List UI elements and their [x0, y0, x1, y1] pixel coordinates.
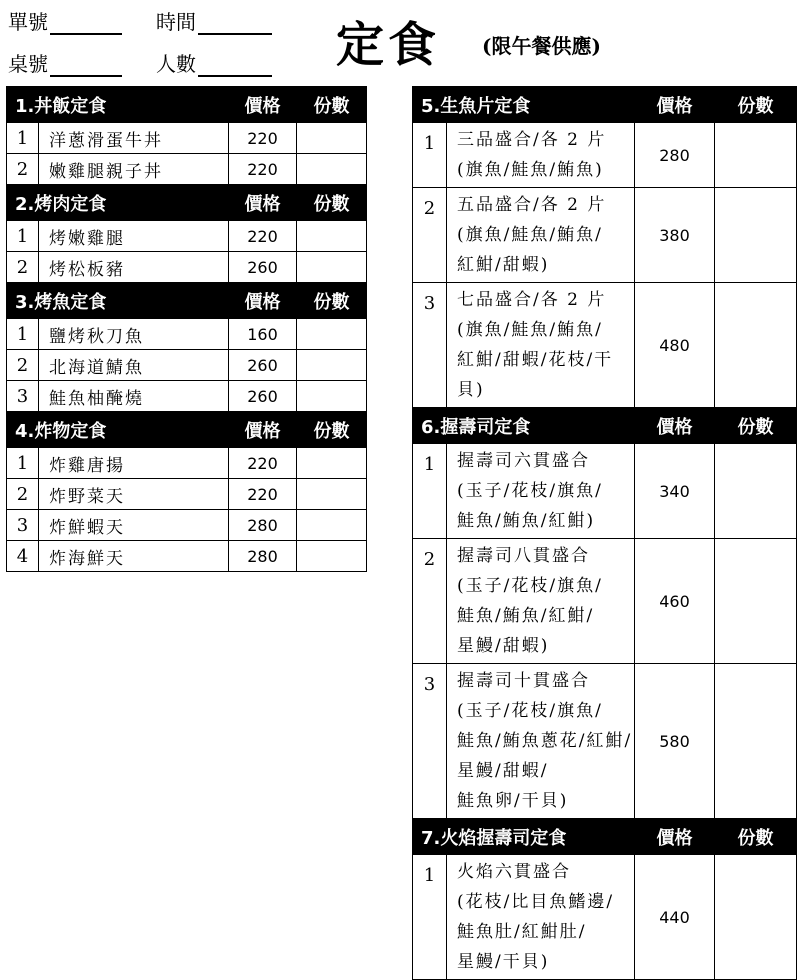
qty-column-header: 份數: [297, 283, 367, 319]
item-name: [447, 444, 635, 539]
menu-item-row: [7, 221, 367, 252]
item-name-line: 鮭魚/鮪魚蔥花/紅魽/: [457, 731, 633, 751]
people-label: 人數: [156, 52, 196, 76]
right-menu-table: [412, 86, 797, 980]
item-name: [447, 539, 635, 664]
price-column-header: 價格: [229, 185, 297, 221]
item-number: 2: [413, 188, 447, 283]
item-name-line: (旗魚/鮭魚/鮪魚/: [457, 320, 603, 340]
item-name-line: 握壽司八貫盛合: [457, 546, 590, 566]
section-title: 1.丼飯定食: [7, 87, 229, 123]
item-price: 220: [229, 448, 297, 479]
item-name: 炸野菜天: [39, 479, 229, 510]
item-qty-cell[interactable]: [715, 283, 797, 408]
people-blank[interactable]: [198, 55, 272, 77]
qty-column-header: 份數: [297, 87, 367, 123]
item-number: 2: [7, 350, 39, 381]
menu-item-row: [7, 252, 367, 283]
item-name-line: 五品盛合/各 2 片: [457, 195, 607, 215]
item-number: 3: [7, 381, 39, 412]
item-name-line: 鮭魚/鮪魚/紅魽/: [457, 606, 595, 626]
menu-item-row: [7, 510, 367, 541]
menu-item-row: [7, 381, 367, 412]
table-no-label: 桌號: [8, 52, 48, 76]
section-header: [7, 185, 367, 221]
qty-column-header: 份數: [715, 408, 797, 444]
item-price: 220: [229, 123, 297, 154]
item-number: 1: [413, 123, 447, 188]
item-price: 480: [635, 283, 715, 408]
item-qty-cell[interactable]: [297, 541, 367, 572]
item-name: [447, 188, 635, 283]
item-price: 220: [229, 154, 297, 185]
item-number: 3: [7, 510, 39, 541]
qty-column-header: 份數: [297, 185, 367, 221]
section-header: [413, 819, 797, 855]
item-qty-cell[interactable]: [297, 479, 367, 510]
table-no-blank[interactable]: [50, 55, 122, 77]
item-name-line: (花枝/比目魚鰭邊/: [457, 892, 615, 912]
item-qty-cell[interactable]: [715, 444, 797, 539]
item-name: 北海道鯖魚: [39, 350, 229, 381]
item-qty-cell[interactable]: [297, 319, 367, 350]
qty-column-header: 份數: [715, 819, 797, 855]
item-number: 1: [7, 448, 39, 479]
item-number: 2: [7, 252, 39, 283]
item-name-line: 紅魽/甜蝦): [457, 255, 550, 275]
price-column-header: 價格: [635, 819, 715, 855]
item-number: 4: [7, 541, 39, 572]
item-name: 嫩雞腿親子丼: [39, 154, 229, 185]
item-qty-cell[interactable]: [297, 252, 367, 283]
item-qty-cell[interactable]: [297, 381, 367, 412]
item-name-line: (旗魚/鮭魚/鮪魚): [457, 160, 604, 180]
item-price: 260: [229, 252, 297, 283]
table-no-field[interactable]: [8, 48, 122, 77]
item-name: [447, 664, 635, 819]
price-column-header: 價格: [229, 283, 297, 319]
item-name-line: 握壽司十貫盛合: [457, 671, 590, 691]
item-qty-cell[interactable]: [715, 123, 797, 188]
item-number: 1: [7, 221, 39, 252]
item-name-line: 握壽司六貫盛合: [457, 451, 590, 471]
item-name: [447, 123, 635, 188]
qty-column-header: 份數: [297, 412, 367, 448]
item-name-line: 星鰻/甜蝦): [457, 636, 550, 656]
item-price: 460: [635, 539, 715, 664]
item-number: 3: [413, 664, 447, 819]
item-name-line: 鮭魚卵/干貝): [457, 791, 569, 811]
section-title: 4.炸物定食: [7, 412, 229, 448]
item-price: 280: [635, 123, 715, 188]
item-name: 烤松板豬: [39, 252, 229, 283]
price-column-header: 價格: [635, 408, 715, 444]
item-number: 2: [7, 479, 39, 510]
item-price: 220: [229, 221, 297, 252]
item-price: 160: [229, 319, 297, 350]
time-label: 時間: [156, 10, 196, 34]
menu-item-row: [413, 123, 797, 188]
item-price: 340: [635, 444, 715, 539]
section-header: [7, 87, 367, 123]
item-name: 洋蔥滑蛋牛丼: [39, 123, 229, 154]
price-column-header: 價格: [635, 87, 715, 123]
menu-item-row: [7, 479, 367, 510]
item-name-line: 鮭魚/鮪魚/紅魽): [457, 511, 596, 531]
item-price: 440: [635, 855, 715, 980]
menu-item-row: [7, 448, 367, 479]
menu-item-row: [413, 855, 797, 980]
item-name-line: 星鰻/甜蝦/: [457, 761, 549, 781]
item-name: [447, 283, 635, 408]
section-title: 5.生魚片定食: [413, 87, 635, 123]
item-price: 220: [229, 479, 297, 510]
menu-item-row: [413, 444, 797, 539]
price-column-header: 價格: [229, 87, 297, 123]
item-name: [447, 855, 635, 980]
left-menu-table: [6, 86, 367, 572]
item-qty-cell[interactable]: [297, 510, 367, 541]
item-number: 1: [7, 319, 39, 350]
menu-item-row: [413, 283, 797, 408]
item-price: 580: [635, 664, 715, 819]
item-name-line: (玉子/花枝/旗魚/: [457, 576, 603, 596]
item-name-line: (玉子/花枝/旗魚/: [457, 481, 603, 501]
item-price: 280: [229, 541, 297, 572]
item-price: 380: [635, 188, 715, 283]
item-price: 260: [229, 350, 297, 381]
item-name-line: 紅魽/甜蝦/花枝/干貝): [457, 350, 614, 400]
item-price: 260: [229, 381, 297, 412]
menu-item-row: [7, 123, 367, 154]
item-qty-cell[interactable]: [297, 123, 367, 154]
item-number: 2: [7, 154, 39, 185]
menu-item-row: [7, 350, 367, 381]
item-number: 3: [413, 283, 447, 408]
section-header: [413, 408, 797, 444]
item-qty-cell[interactable]: [715, 664, 797, 819]
item-name: 炸鮮蝦天: [39, 510, 229, 541]
section-title: 2.烤肉定食: [7, 185, 229, 221]
order-no-blank[interactable]: [50, 13, 122, 35]
item-number: 1: [413, 855, 447, 980]
menu-item-row: [7, 541, 367, 572]
qty-column-header: 份數: [715, 87, 797, 123]
item-name: 鹽烤秋刀魚: [39, 319, 229, 350]
item-qty-cell[interactable]: [297, 448, 367, 479]
menu-item-row: [413, 664, 797, 819]
item-name: 鮭魚柚醃燒: [39, 381, 229, 412]
item-number: 2: [413, 539, 447, 664]
people-field[interactable]: [156, 48, 272, 77]
order-no-field[interactable]: [8, 6, 122, 35]
item-number: 1: [7, 123, 39, 154]
item-name-line: (玉子/花枝/旗魚/: [457, 701, 603, 721]
section-title: 6.握壽司定食: [413, 408, 635, 444]
price-column-header: 價格: [229, 412, 297, 448]
order-no-label: 單號: [8, 10, 48, 34]
section-title: 3.烤魚定食: [7, 283, 229, 319]
item-name-line: (旗魚/鮭魚/鮪魚/: [457, 225, 603, 245]
item-name: 炸海鮮天: [39, 541, 229, 572]
item-qty-cell[interactable]: [297, 350, 367, 381]
item-name: 炸雞唐揚: [39, 448, 229, 479]
menu-item-row: [7, 319, 367, 350]
menu-item-row: [7, 154, 367, 185]
item-name-line: 鮭魚肚/紅魽肚/: [457, 922, 587, 942]
item-qty-cell[interactable]: [715, 855, 797, 980]
item-number: 1: [413, 444, 447, 539]
item-name-line: 火焰六貫盛合: [457, 862, 571, 882]
item-price: 280: [229, 510, 297, 541]
item-qty-cell[interactable]: [715, 539, 797, 664]
item-qty-cell[interactable]: [297, 221, 367, 252]
page-subtitle: (限午餐供應): [482, 34, 601, 58]
item-qty-cell[interactable]: [715, 188, 797, 283]
section-header: [413, 87, 797, 123]
time-blank[interactable]: [198, 13, 272, 35]
time-field[interactable]: [156, 6, 272, 35]
menu-item-row: [413, 539, 797, 664]
menu-item-row: [413, 188, 797, 283]
page-title: 定食: [336, 17, 441, 73]
item-name: 烤嫩雞腿: [39, 221, 229, 252]
item-name-line: 星鰻/干貝): [457, 952, 550, 972]
item-name-line: 七品盛合/各 2 片: [457, 290, 607, 310]
section-title: 7.火焰握壽司定食: [413, 819, 635, 855]
item-name-line: 三品盛合/各 2 片: [457, 130, 607, 150]
section-header: [7, 412, 367, 448]
section-header: [7, 283, 367, 319]
item-qty-cell[interactable]: [297, 154, 367, 185]
